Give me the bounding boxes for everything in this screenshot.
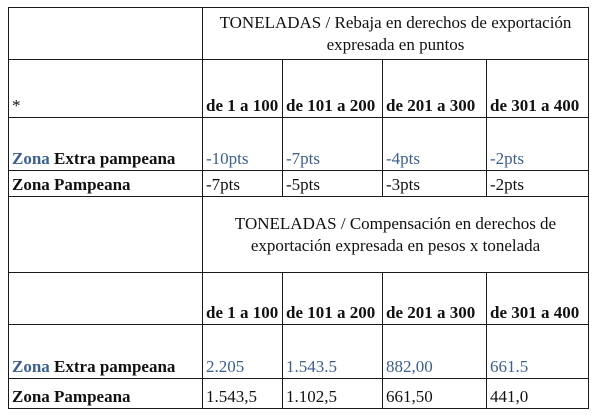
section2-col-2: de 101 a 200 [283, 273, 383, 325]
value-cell: -4pts [383, 118, 487, 171]
section1-col-2: de 101 a 200 [283, 60, 383, 118]
value-cell: 661,50 [383, 379, 487, 409]
table-row [9, 379, 589, 409]
value-cell: 2.205 [203, 325, 283, 379]
value-cell: -5pts [283, 171, 383, 197]
empty-corner-cell [9, 273, 203, 325]
table-row [9, 118, 589, 171]
value-cell: 882,00 [383, 325, 487, 379]
value-cell: 1.543,5 [203, 379, 283, 409]
table-wrapper [8, 7, 589, 409]
value-cell: -3pts [383, 171, 487, 197]
row-label-pampeana: Zona Pampeana [9, 171, 203, 197]
asterisk-cell: * [9, 60, 203, 118]
row-label-extra-pampeana [9, 118, 203, 171]
zona-link[interactable]: Zona [12, 149, 50, 168]
value-cell: -10pts [203, 118, 283, 171]
section1-col-4: de 301 a 400 [487, 60, 589, 118]
section1-col-1: de 1 a 100 [203, 60, 283, 118]
value-cell: -7pts [203, 171, 283, 197]
section2-col-3: de 201 a 300 [383, 273, 487, 325]
row-label-rest: Extra pampeana [49, 149, 176, 168]
section2-heading-row [9, 197, 589, 273]
section1-columns-row [9, 60, 589, 118]
value-cell: 1.102,5 [283, 379, 383, 409]
empty-corner-cell [9, 8, 203, 60]
section2-heading: TONELADAS / Compensación en derechos de exportación expresada en pesos x tonelada [203, 197, 589, 273]
export-duty-table [8, 7, 589, 409]
section1-heading-row [9, 8, 589, 60]
zona-link[interactable]: Zona [12, 357, 50, 376]
section2-columns-row [9, 273, 589, 325]
table-row [9, 325, 589, 379]
table-row [9, 171, 589, 197]
value-cell: 1.543.5 [283, 325, 383, 379]
row-label-extra-pampeana [9, 325, 203, 379]
section1-heading: TONELADAS / Rebaja en derechos de exportación expresada en puntos [203, 8, 589, 60]
value-cell: -2pts [487, 118, 589, 171]
empty-corner-cell [9, 197, 203, 273]
value-cell: -2pts [487, 171, 589, 197]
value-cell: -7pts [283, 118, 383, 171]
value-cell: 661.5 [487, 325, 589, 379]
row-label-pampeana: Zona Pampeana [9, 379, 203, 409]
section1-col-3: de 201 a 300 [383, 60, 487, 118]
row-label-rest: Extra pampeana [49, 357, 176, 376]
section2-col-1: de 1 a 100 [203, 273, 283, 325]
value-cell: 441,0 [487, 379, 589, 409]
section2-col-4: de 301 a 400 [487, 273, 589, 325]
